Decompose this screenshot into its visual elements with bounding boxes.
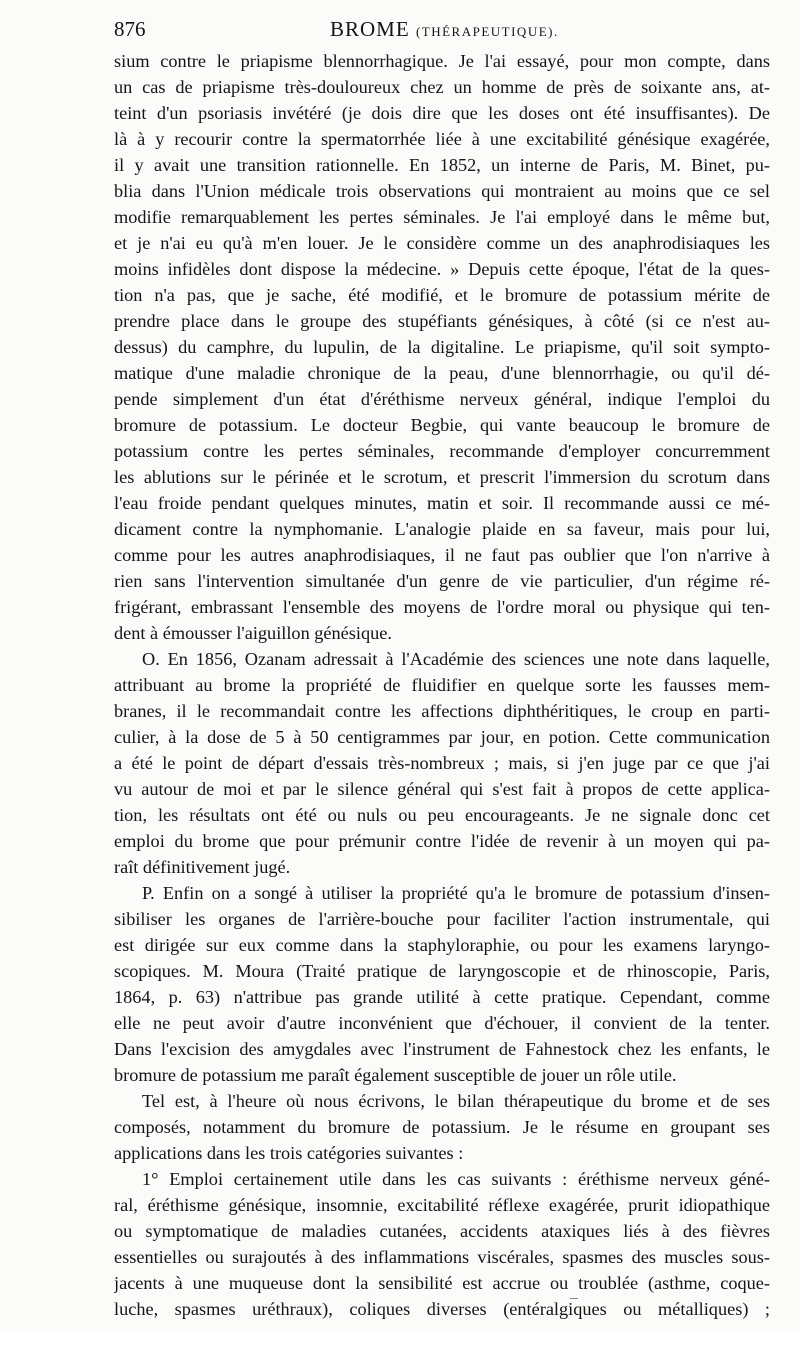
text-line: comme pour les autres anaphrodisiaques, il ne faut pas oublier que l'on n'arrive à — [114, 545, 770, 565]
paragraph-start-line: P. Enfin on a songé à utiliser la propriété qu'a le bromure de potassium d'insen- — [142, 883, 770, 903]
text-line: sibiliser les organes de l'arrière-bouche pour faciliter l'action instrumentale, qui — [114, 909, 770, 929]
text-line: modifie remarquablement les pertes séminales. Je l'ai employé dans le même but, — [114, 207, 770, 227]
page-mark — [570, 1298, 578, 1299]
text-line: scopiques. M. Moura (Traité pratique de laryngoscopie et de rhinoscopie, Paris, — [114, 961, 770, 981]
paragraph-start-line: Tel est, à l'heure où nous écrivons, le bilan thérapeutique du brome et de ses — [142, 1091, 770, 1111]
text-line: rien sans l'intervention simultanée d'un genre de vie particulier, d'un régime ré- — [114, 571, 770, 591]
text-line: les ablutions sur le périnée et le scrotum, et prescrit l'immersion du scrotum dans — [114, 467, 770, 487]
text-line: luche, spasmes uréthraux), coliques diverses (entéralgiques ou métalliques) ; — [114, 1299, 770, 1319]
text-line: composés, notamment du bromure de potassium. Je le résume en groupant ses — [114, 1117, 770, 1137]
text-line: et je n'ai eu qu'à m'en louer. Je le considère comme un des anaphrodisiaques les — [114, 233, 770, 253]
text-line — [114, 1322, 770, 1348]
text-line: ral, éréthisme génésique, insomnie, excitabilité réflexe exagérée, prurit idiopathique — [114, 1195, 770, 1215]
body-text — [114, 48, 770, 1348]
text-line: tion n'a pas, que je sache, été modifié, et le bromure de potassium mérite de — [114, 285, 770, 305]
text-line: teint d'un psoriasis invétéré (je dois dire que les doses ont été insuffisantes). De — [114, 103, 770, 123]
running-title-main: BROME — [330, 17, 410, 41]
text-line: matique d'une maladie chronique de la peau, d'une blennorrhagie, ou qu'il dé- — [114, 363, 770, 383]
page-number: 876 — [114, 17, 146, 41]
text-line: frigérant, embrassant l'ensemble des moyens de l'ordre moral ou physique qui ten- — [114, 597, 770, 617]
text-line: raît définitivement jugé. — [114, 857, 291, 877]
text-line: pende simplement d'un état d'éréthisme nerveux général, indique l'emploi du — [114, 389, 770, 409]
text-line: dent à émousser l'aiguillon génésique. — [114, 623, 392, 643]
paragraph-start-line: O. En 1856, Ozanam adressait à l'Académie des sciences une note dans laquelle, — [142, 649, 770, 669]
text-line: bromure de potassium me paraît également susceptible de jouer un rôle utile. — [114, 1065, 677, 1085]
text-line: moins infidèles dont dispose la médecine. » Depuis cette époque, l'état de la ques- — [114, 259, 770, 279]
text-line: dessus) du camphre, du lupulin, de la digitaline. Le priapisme, qu'il soit sympto- — [114, 337, 770, 357]
text-line: jacents à une muqueuse dont la sensibilité est accrue ou troublée (asthme, coque- — [114, 1273, 770, 1293]
text-line: là à y recourir contre la spermatorrhée liée à une excitabilité génésique exagérée, — [114, 129, 770, 149]
text-line: sium contre le priapisme blennorrhagique. Je l'ai essayé, pour mon compte, dans — [114, 51, 770, 71]
text-line: branes, il le recommandait contre les affections diphthéritiques, le croup en parti- — [114, 701, 770, 721]
text-line: culier, à la dose de 5 à 50 centigrammes par jour, en potion. Cette communication — [114, 727, 770, 747]
text-line: bromure de potassium. Le docteur Begbie, qui vante beaucoup le bromure de — [114, 415, 770, 435]
text-line: 1864, p. 63) n'attribue pas grande utilité à cette pratique. Cependant, comme — [114, 987, 770, 1007]
text-line: est dirigée sur eux comme dans la staphyloraphie, ou pour les examens laryngo- — [114, 935, 770, 955]
text-line: attribuant au brome la propriété de fluidifier en quelque sorte les fausses mem- — [114, 675, 770, 695]
paragraph-start-line: 1° Emploi certainement utile dans les cas suivants : éréthisme nerveux géné- — [142, 1169, 770, 1189]
text-line: Dans l'excision des amygdales avec l'instrument de Fahnestock chez les enfants, le — [114, 1039, 770, 1059]
text-line: essentielles ou surajoutés à des inflammations viscérales, spasmes des muscles sous- — [114, 1247, 770, 1267]
text-line: blia dans l'Union médicale trois observations qui montraient au moins que ce sel — [114, 181, 770, 201]
text-line: a été le point de départ d'essais très-nombreux ; mais, si j'en juge par ce que j'ai — [114, 753, 770, 773]
text-line: prendre place dans le groupe des stupéfiants génésiques, à côté (si ce n'est au- — [114, 311, 770, 331]
text-line: vu autour de moi et par le silence général qui s'est fait à propos de cette applica- — [114, 779, 770, 799]
text-line: emploi du brome que pour prémunir contre l'idée de revenir à un moyen qui pa- — [114, 831, 770, 851]
text-line: l'eau froide pendant quelques minutes, matin et soir. Il recommande aussi ce mé- — [114, 493, 770, 513]
running-header — [114, 14, 770, 44]
text-line: ou symptomatique de maladies cutanées, accidents ataxiques liés à des fièvres — [114, 1221, 770, 1241]
running-title-sub: (THÉRAPEUTIQUE). — [415, 24, 559, 39]
text-line: tion, les résultats ont été ou nuls ou peu encourageants. Je ne signale donc cet — [114, 805, 770, 825]
text-line: un cas de priapisme très-douloureux chez un homme de près de soixante ans, at- — [114, 77, 770, 97]
running-title — [330, 14, 559, 47]
text-line: elle ne peut avoir d'autre inconvénient que d'échouer, il convient de la tenter. — [114, 1013, 770, 1033]
text-line: dicament contre la nymphomanie. L'analogie plaide en sa faveur, mais pour lui, — [114, 519, 770, 539]
text-line: applications dans les trois catégories suivantes : — [114, 1143, 464, 1163]
text-line: il y avait une transition rationnelle. En 1852, un interne de Paris, M. Binet, pu- — [114, 155, 770, 175]
text-line: potassium contre les pertes séminales, recommande d'employer concurremment — [114, 441, 770, 461]
